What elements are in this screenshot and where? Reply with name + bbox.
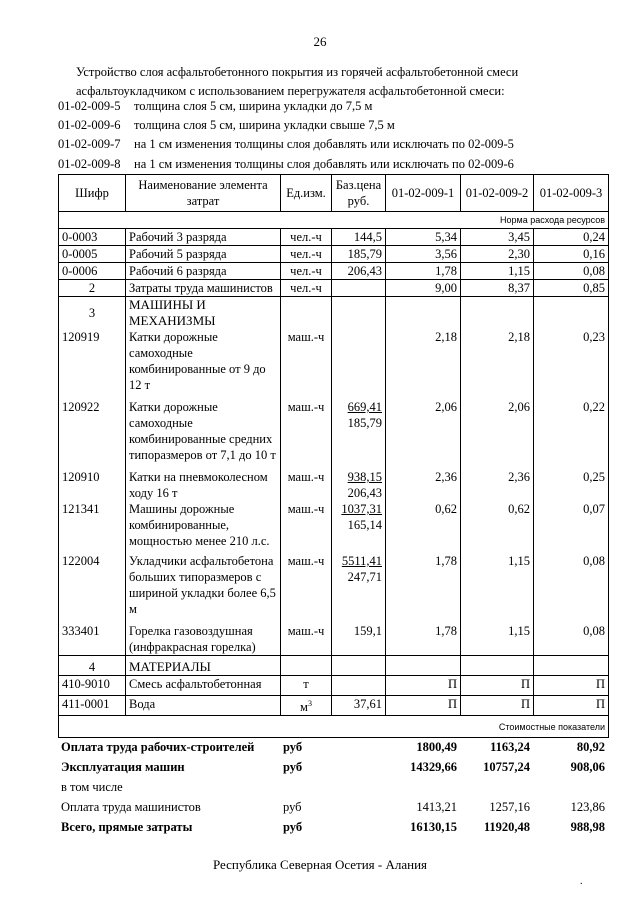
cell-code: 333401 bbox=[59, 617, 126, 656]
code-description: толщина слоя 5 см, ширина укладки свыше 7,5 м bbox=[134, 118, 395, 133]
cell-name: Катки дорожные самоходные комбинированные средних типоразмеров от 7,1 до 10 т bbox=[126, 393, 281, 463]
cell-v2: 2,18 bbox=[461, 329, 534, 393]
cell-unit: маш.-ч bbox=[281, 617, 332, 656]
price-current: 1037,31 bbox=[341, 502, 382, 516]
cell-price bbox=[332, 329, 386, 393]
cell-name: Укладчики асфальтобетона больших типоразмеров с шириной укладки более 6,5 м bbox=[126, 549, 281, 617]
cell-name: Смесь асфальтобетонная bbox=[126, 676, 281, 696]
cell-v3: 0,08 bbox=[534, 549, 609, 617]
cell-unit: маш.-ч bbox=[281, 501, 332, 549]
cell-v1: 2,36 bbox=[386, 463, 461, 501]
cell-price: 206,43 bbox=[332, 263, 386, 280]
col-header-v2: 01-02-009-2 bbox=[461, 175, 534, 212]
page-footer: Республика Северная Осетия - Алания bbox=[212, 857, 428, 872]
cell-v2: 3,45 bbox=[461, 229, 534, 246]
cell-unit: чел.-ч bbox=[281, 280, 332, 297]
cell-name: Машины дорожные комбинированные, мощностью менее 210 л.с. bbox=[126, 501, 281, 549]
cell-v2: 1,15 bbox=[461, 617, 534, 656]
cell-v1: П bbox=[386, 676, 461, 696]
cell-v2: П bbox=[461, 696, 534, 716]
cell-name: Рабочий 3 разряда bbox=[126, 229, 281, 246]
norm-label: Норма расхода ресурсов bbox=[59, 212, 609, 229]
cell-code: 120919 bbox=[59, 329, 126, 393]
table-row bbox=[59, 280, 609, 297]
cell-code: 2 bbox=[59, 280, 126, 297]
summary-unit: руб bbox=[283, 820, 303, 834]
cell-price bbox=[332, 393, 386, 463]
summary-v3: 80,92 bbox=[576, 740, 605, 754]
summary-v3: 988,98 bbox=[570, 820, 605, 834]
cell-unit: маш.-ч bbox=[281, 329, 332, 393]
cell-v3: 0,23 bbox=[534, 329, 609, 393]
col-header-code: Шифр bbox=[59, 175, 126, 212]
price-base: 206,43 bbox=[347, 486, 382, 500]
cell-v3: 0,85 bbox=[534, 280, 609, 297]
norm-label-row bbox=[59, 212, 609, 229]
summary-v1: 1800,49 bbox=[416, 740, 457, 754]
code-number: 01-02-009-6 bbox=[58, 118, 121, 133]
cell-name: Затраты труда машинистов bbox=[126, 280, 281, 297]
section-title: МАШИНЫ И МЕХАНИЗМЫ bbox=[126, 297, 281, 330]
cell-name: Рабочий 6 разряда bbox=[126, 263, 281, 280]
summary-v2: 1163,24 bbox=[490, 740, 530, 754]
price-base: 165,14 bbox=[347, 518, 382, 532]
cell-price: 37,61 bbox=[332, 696, 386, 716]
summary-label: Оплата труда машинистов bbox=[61, 800, 201, 814]
table-row bbox=[59, 229, 609, 246]
code-description: толщина слоя 5 см, ширина укладки до 7,5 м bbox=[134, 99, 373, 113]
footer-mark: . bbox=[580, 876, 583, 887]
cost-label: Стоимостные показатели bbox=[59, 716, 609, 738]
summary-label: Эксплуатация машин bbox=[61, 760, 185, 774]
cell-v2: 2,06 bbox=[461, 393, 534, 463]
summary-v3: 123,86 bbox=[570, 800, 605, 814]
cell-v1: 1,78 bbox=[386, 263, 461, 280]
cell-v1: 2,06 bbox=[386, 393, 461, 463]
cell-v1: 1,78 bbox=[386, 617, 461, 656]
col-header-unit: Ед.изм. bbox=[281, 175, 332, 212]
cell-price: 159,1 bbox=[332, 617, 386, 656]
cell-name: Катки дорожные самоходные комбинированные от 9 до 12 т bbox=[126, 329, 281, 393]
unit-exponent: 3 bbox=[307, 699, 312, 708]
cell-unit: чел.-ч bbox=[281, 229, 332, 246]
table-row bbox=[59, 501, 609, 549]
cell-price bbox=[332, 676, 386, 696]
cell-v2: 1,15 bbox=[461, 263, 534, 280]
cell-price bbox=[332, 280, 386, 297]
cell-code: 0-0005 bbox=[59, 246, 126, 263]
cell-v1: 1,78 bbox=[386, 549, 461, 617]
cell-unit bbox=[281, 696, 332, 716]
col-header-price: Баз.цена руб. bbox=[332, 175, 386, 212]
cell-v3: 0,07 bbox=[534, 501, 609, 549]
table-row bbox=[59, 549, 609, 617]
cell-code: 122004 bbox=[59, 549, 126, 617]
cell-unit: маш.-ч bbox=[281, 549, 332, 617]
cell-v1: 0,62 bbox=[386, 501, 461, 549]
col-header-v1: 01-02-009-1 bbox=[386, 175, 461, 212]
summary-v1: 1413,21 bbox=[416, 800, 457, 814]
cell-code: 120922 bbox=[59, 393, 126, 463]
cost-label-row bbox=[59, 716, 609, 738]
summary-label: в том числе bbox=[61, 780, 123, 794]
cell-v3: 0,24 bbox=[534, 229, 609, 246]
code-description: на 1 см изменения толщины слоя добавлять или исключать по 02-009-5 bbox=[134, 137, 514, 152]
summary-v1: 16130,15 bbox=[410, 820, 457, 834]
col-header-v3: 01-02-009-3 bbox=[534, 175, 609, 212]
code-number: 01-02-009-5 bbox=[58, 99, 121, 113]
cell-code: 411-0001 bbox=[59, 696, 126, 716]
resource-table bbox=[58, 174, 609, 738]
cell-unit: маш.-ч bbox=[281, 393, 332, 463]
cell-code: 0-0006 bbox=[59, 263, 126, 280]
cell-unit: маш.-ч bbox=[281, 463, 332, 501]
section-title: МАТЕРИАЛЫ bbox=[126, 656, 281, 676]
code-number: 01-02-009-7 bbox=[58, 137, 121, 152]
cell-unit: т bbox=[281, 676, 332, 696]
table-row bbox=[59, 263, 609, 280]
cell-v1: 3,56 bbox=[386, 246, 461, 263]
table-row bbox=[59, 463, 609, 501]
intro-text bbox=[58, 63, 618, 101]
code-description: на 1 см изменения толщины слоя добавлять или исключать по 02-009-6 bbox=[134, 156, 514, 171]
summary-v3: 908,06 bbox=[570, 760, 605, 774]
cell-v1: 2,18 bbox=[386, 329, 461, 393]
price-current: 5511,41 bbox=[341, 554, 382, 568]
cell-price: 144,5 bbox=[332, 229, 386, 246]
cell-price: 185,79 bbox=[332, 246, 386, 263]
price-current: 669,41 bbox=[347, 400, 382, 414]
summary-label: Оплата труда рабочих-строителей bbox=[61, 740, 255, 754]
cell-v3: 0,08 bbox=[534, 263, 609, 280]
header-row bbox=[59, 175, 609, 212]
table-row bbox=[59, 617, 609, 656]
summary-unit: руб bbox=[283, 740, 303, 754]
cell-v1: 5,34 bbox=[386, 229, 461, 246]
cell-v2: П bbox=[461, 676, 534, 696]
price-current: 938,15 bbox=[347, 470, 382, 484]
cell-name: Вода bbox=[126, 696, 281, 716]
unit-base: м bbox=[300, 700, 308, 715]
cell-code: 0-0003 bbox=[59, 229, 126, 246]
table-row bbox=[59, 246, 609, 263]
table-row bbox=[59, 676, 609, 696]
cell-v1: П bbox=[386, 696, 461, 716]
col-header-name: Наименование элемента затрат bbox=[126, 175, 281, 212]
summary-unit: руб bbox=[283, 800, 302, 814]
cell-code: 121341 bbox=[59, 501, 126, 549]
summary-v2: 10757,24 bbox=[483, 760, 530, 774]
code-item bbox=[58, 135, 628, 154]
code-item bbox=[58, 97, 628, 116]
summary-row bbox=[58, 737, 608, 757]
cell-v2: 1,15 bbox=[461, 549, 534, 617]
summary-v2: 1257,16 bbox=[489, 800, 530, 814]
cell-v3: 0,25 bbox=[534, 463, 609, 501]
price-base: 185,79 bbox=[347, 416, 382, 430]
cell-price bbox=[332, 463, 386, 501]
cell-price bbox=[332, 501, 386, 549]
section-row bbox=[59, 297, 609, 330]
cell-name: Катки на пневмоколесном ходу 16 т bbox=[126, 463, 281, 501]
cell-v3: 0,08 bbox=[534, 617, 609, 656]
table-row bbox=[59, 393, 609, 463]
cell-code: 120910 bbox=[59, 463, 126, 501]
intro-line-1: Устройство слоя асфальтобетонного покрытия из горячей асфальтобетонной смеси bbox=[76, 65, 519, 79]
page-number: 26 bbox=[313, 34, 327, 49]
code-item bbox=[58, 116, 628, 135]
summary-label: Всего, прямые затраты bbox=[61, 820, 193, 834]
cell-code: 410-9010 bbox=[59, 676, 126, 696]
summary-unit: руб bbox=[283, 760, 303, 774]
cell-name: Горелка газовоздушная (инфракрасная горелка) bbox=[126, 617, 281, 656]
cell-v2: 2,30 bbox=[461, 246, 534, 263]
summary-row bbox=[58, 777, 608, 797]
table-row bbox=[59, 696, 609, 716]
code-item bbox=[58, 155, 628, 174]
summary-row bbox=[58, 757, 608, 777]
code-number: 01-02-009-8 bbox=[58, 156, 121, 171]
cell-v2: 0,62 bbox=[461, 501, 534, 549]
cell-v3: П bbox=[534, 696, 609, 716]
cell-unit: чел.-ч bbox=[281, 263, 332, 280]
price-base: 247,71 bbox=[347, 570, 382, 584]
cell-v2: 8,37 bbox=[461, 280, 534, 297]
cell-price bbox=[332, 549, 386, 617]
section-row bbox=[59, 656, 609, 676]
cell-v3: 0,16 bbox=[534, 246, 609, 263]
summary-table bbox=[58, 737, 608, 837]
code-list bbox=[58, 97, 628, 174]
cell-v3: 0,22 bbox=[534, 393, 609, 463]
cell-v2: 2,36 bbox=[461, 463, 534, 501]
section-number: 4 bbox=[59, 656, 126, 676]
cell-v1: 9,00 bbox=[386, 280, 461, 297]
cell-unit: чел.-ч bbox=[281, 246, 332, 263]
table-row bbox=[59, 329, 609, 393]
cell-name: Рабочий 5 разряда bbox=[126, 246, 281, 263]
cell-v3: П bbox=[534, 676, 609, 696]
summary-row bbox=[58, 797, 608, 817]
summary-v2: 11920,48 bbox=[483, 820, 530, 834]
summary-v1: 14329,66 bbox=[410, 760, 457, 774]
section-number: 3 bbox=[59, 297, 126, 330]
summary-row bbox=[58, 817, 608, 837]
intro-line-2: асфальтоукладчиком с использованием перегружателя асфальтобетонной смеси: bbox=[76, 84, 505, 98]
